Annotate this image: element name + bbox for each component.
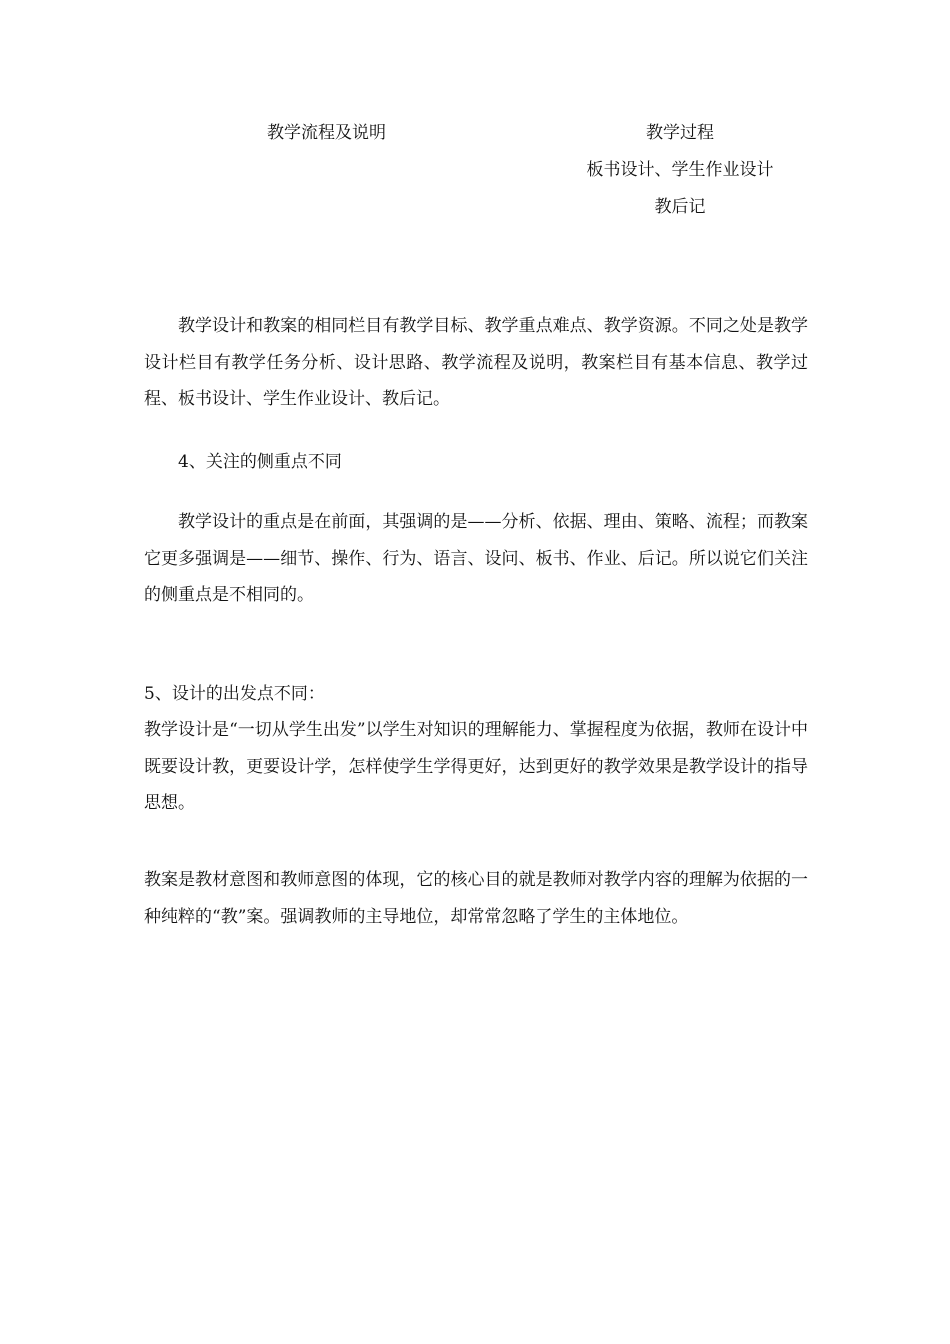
paragraph-common-columns: 教学设计和教案的相同栏目有教学目标、教学重点难点、教学资源。不同之处是教学设计栏目有教学任务分析、设计思路、教学流程及说明，教案栏目有基本信息、教学过程、板书设计、学生作业设计、教后记。 bbox=[144, 316, 808, 409]
paragraph-design-starting-point: 教学设计是“一切从学生出发”以学生对知识的理解能力、掌握程度为依据，教师在设计中既要设计教，更要设计学，怎样使学生学得更好，达到更好的教学效果是教学设计的指导思想。 bbox=[144, 720, 808, 813]
paragraph-focus: 教学设计的重点是在前面，其强调的是——分析、依据、理由、策略、流程；而教案它更多强调是——细节、操作、行为、语言、设问、板书、作业、后记。所以说它们关注的侧重点是不相同的。 bbox=[144, 512, 808, 605]
cell-teaching-process: 教学过程 bbox=[646, 123, 714, 143]
right-cell-column bbox=[560, 123, 800, 234]
heading-starting-point: 5、设计的出发点不同： bbox=[144, 684, 325, 704]
cell-teaching-flow: 教学流程及说明 bbox=[267, 123, 386, 143]
heading-focus-different: 4、关注的侧重点不同 bbox=[178, 452, 342, 472]
cell-post-teaching-notes: 教后记 bbox=[654, 197, 706, 217]
paragraph-lesson-plan: 教案是教材意图和教师意图的体现，它的核心目的就是教师对教学内容的理解为依据的一种纯粹的“教”案。强调教师的主导地位，却常常忽略了学生的主体地位。 bbox=[144, 870, 808, 927]
cell-board-homework: 板书设计、学生作业设计 bbox=[586, 160, 774, 180]
